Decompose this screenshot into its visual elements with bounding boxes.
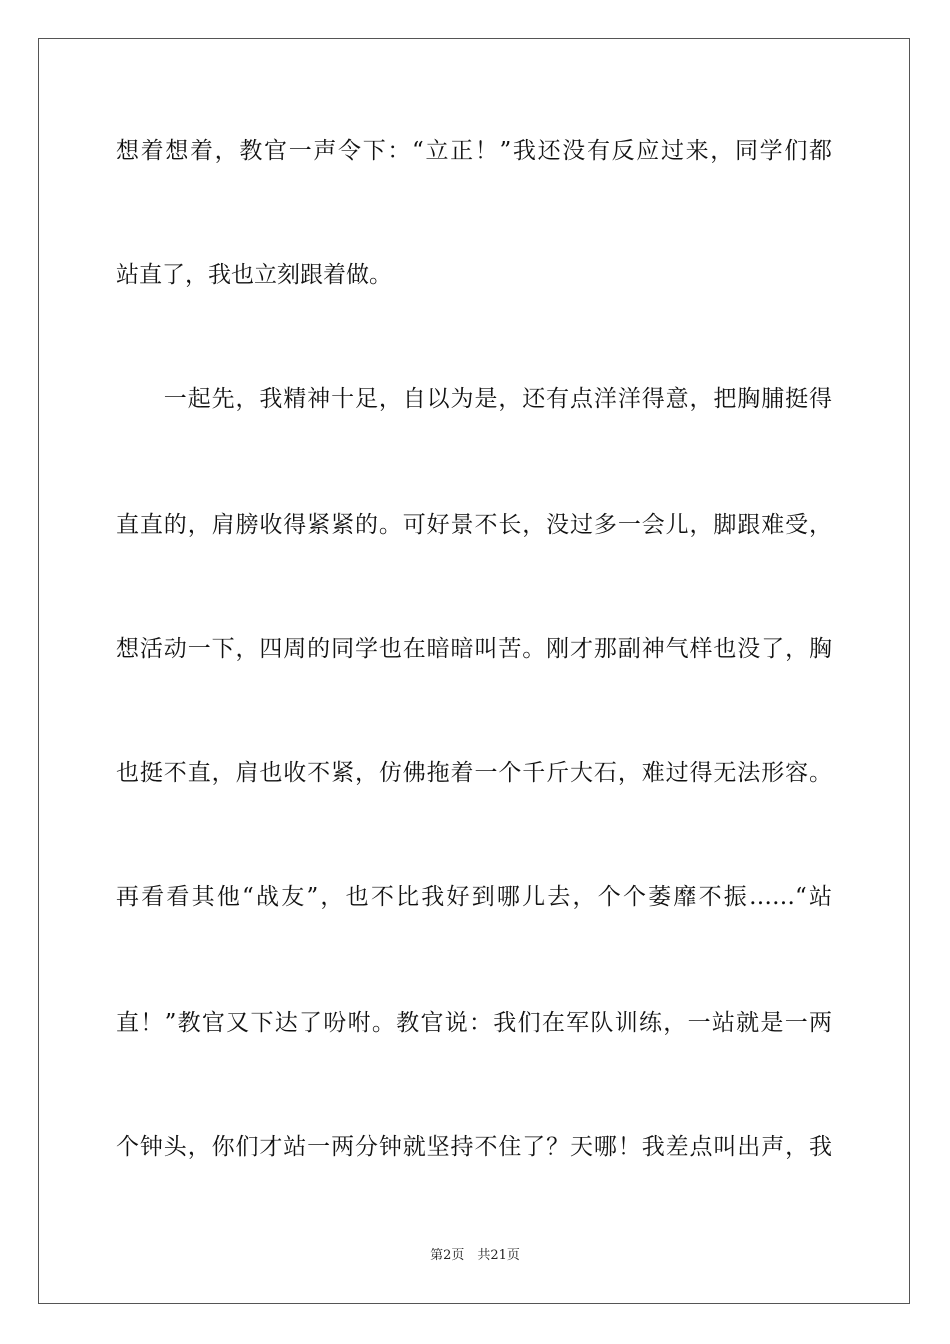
page-number-footer: 第2页 共21页: [430, 1248, 520, 1263]
text-line: 一起先，我精神十足，自以为是，还有点洋洋得意，把胸脯挺得: [116, 386, 832, 412]
text-line: 个钟头，你们才站一两分钟就坚持不住了？天哪！我差点叫出声，我: [116, 1134, 832, 1160]
text-line: 站直了，我也立刻跟着做。: [116, 262, 392, 288]
text-line: 直直的，肩膀收得紧紧的。可好景不长，没过多一会儿，脚跟难受，: [116, 512, 832, 538]
page-border: [38, 38, 910, 1304]
text-line: 想活动一下，四周的同学也在暗暗叫苦。刚才那副神气样也没了，胸: [116, 636, 832, 662]
text-line: 也挺不直，肩也收不紧，仿佛拖着一个千斤大石，难过得无法形容。: [116, 760, 832, 786]
text-line: 直！”教官又下达了吩咐。教官说：我们在军队训练，一站就是一两: [116, 1010, 832, 1036]
text-line: 想着想着，教官一声令下：“立正！”我还没有反应过来，同学们都: [116, 138, 832, 164]
text-line: 再看看其他“战友”，也不比我好到哪儿去，个个萎靡不振……“站: [116, 884, 832, 910]
